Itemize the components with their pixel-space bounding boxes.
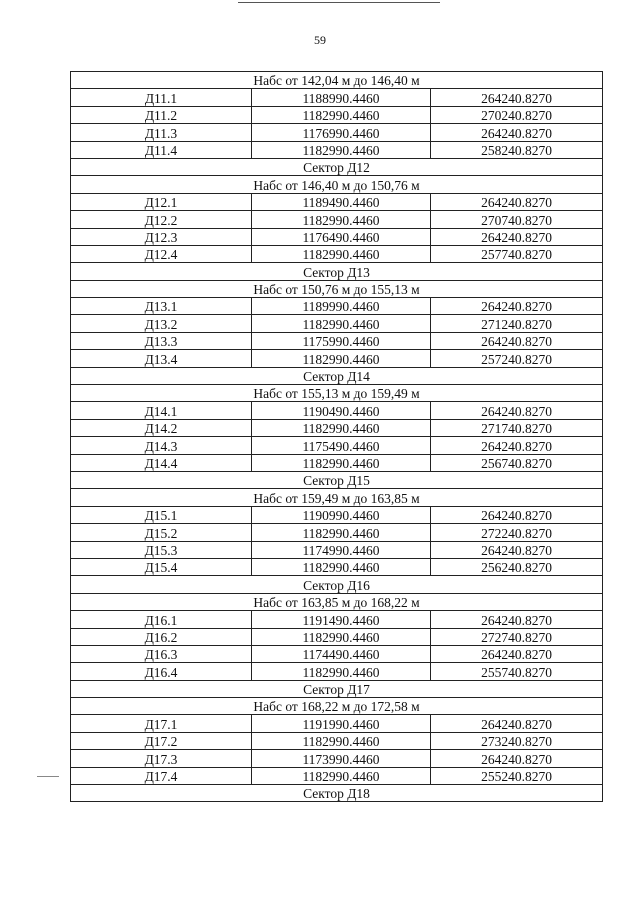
table-row (71, 124, 603, 141)
y-coordinate-cell: 264240.8270 (431, 645, 603, 662)
y-coordinate-cell: 273240.8270 (431, 732, 603, 749)
y-coordinate-cell: 256240.8270 (431, 558, 603, 575)
section-title: Набс от 155,13 м до 159,49 м (71, 385, 603, 402)
x-coordinate-cell: 1182990.4460 (252, 628, 431, 645)
table-row (71, 402, 603, 419)
x-coordinate-cell: 1175990.4460 (252, 332, 431, 349)
section-title-row (71, 176, 603, 193)
table-row (71, 732, 603, 749)
x-coordinate-cell: 1182990.4460 (252, 245, 431, 262)
y-coordinate-cell: 264240.8270 (431, 332, 603, 349)
y-coordinate-cell: 271240.8270 (431, 315, 603, 332)
point-id-cell: Д13.3 (71, 332, 252, 349)
table-row (71, 298, 603, 315)
table-row (71, 106, 603, 123)
point-id-cell: Д14.1 (71, 402, 252, 419)
point-id-cell: Д13.4 (71, 350, 252, 367)
x-coordinate-cell: 1182990.4460 (252, 350, 431, 367)
point-id-cell: Д11.1 (71, 89, 252, 106)
section-title-row (71, 385, 603, 402)
y-coordinate-cell: 264240.8270 (431, 437, 603, 454)
table-row (71, 211, 603, 228)
top-scan-rule (238, 2, 440, 3)
section-title: Набс от 159,49 м до 163,85 м (71, 489, 603, 506)
x-coordinate-cell: 1182990.4460 (252, 524, 431, 541)
table-row (71, 663, 603, 680)
point-id-cell: Д12.2 (71, 211, 252, 228)
x-coordinate-cell: 1182990.4460 (252, 558, 431, 575)
table-row (71, 419, 603, 436)
y-coordinate-cell: 264240.8270 (431, 124, 603, 141)
y-coordinate-cell: 264240.8270 (431, 193, 603, 210)
section-title-row (71, 489, 603, 506)
y-coordinate-cell: 257240.8270 (431, 350, 603, 367)
y-coordinate-cell: 264240.8270 (431, 541, 603, 558)
y-coordinate-cell: 255740.8270 (431, 663, 603, 680)
y-coordinate-cell: 264240.8270 (431, 715, 603, 732)
point-id-cell: Д17.4 (71, 767, 252, 784)
section-title: Набс от 142,04 м до 146,40 м (71, 72, 603, 89)
point-id-cell: Д13.1 (71, 298, 252, 315)
table-row (71, 454, 603, 471)
x-coordinate-cell: 1176490.4460 (252, 228, 431, 245)
x-coordinate-cell: 1191990.4460 (252, 715, 431, 732)
y-coordinate-cell: 264240.8270 (431, 298, 603, 315)
section-title: Сектор Д12 (71, 158, 603, 175)
point-id-cell: Д16.2 (71, 628, 252, 645)
section-title: Набс от 168,22 м до 172,58 м (71, 698, 603, 715)
point-id-cell: Д16.1 (71, 611, 252, 628)
section-title: Сектор Д18 (71, 785, 603, 802)
table-row (71, 228, 603, 245)
section-title-row (71, 471, 603, 488)
section-title-row (71, 263, 603, 280)
point-id-cell: Д15.1 (71, 506, 252, 523)
table-row (71, 89, 603, 106)
table-row (71, 558, 603, 575)
table-row (71, 767, 603, 784)
point-id-cell: Д17.3 (71, 750, 252, 767)
section-title-row (71, 72, 603, 89)
y-coordinate-cell: 264240.8270 (431, 402, 603, 419)
y-coordinate-cell: 264240.8270 (431, 228, 603, 245)
section-title-row (71, 280, 603, 297)
coordinates-table-body (71, 72, 603, 802)
point-id-cell: Д14.3 (71, 437, 252, 454)
page-number: 59 (314, 33, 326, 47)
point-id-cell: Д15.4 (71, 558, 252, 575)
section-title-row (71, 158, 603, 175)
y-coordinate-cell: 272740.8270 (431, 628, 603, 645)
table-row (71, 437, 603, 454)
point-id-cell: Д16.4 (71, 663, 252, 680)
x-coordinate-cell: 1190490.4460 (252, 402, 431, 419)
x-coordinate-cell: 1182990.4460 (252, 767, 431, 784)
point-id-cell: Д11.3 (71, 124, 252, 141)
table-row (71, 750, 603, 767)
x-coordinate-cell: 1189490.4460 (252, 193, 431, 210)
x-coordinate-cell: 1182990.4460 (252, 732, 431, 749)
table-row (71, 541, 603, 558)
y-coordinate-cell: 264240.8270 (431, 611, 603, 628)
point-id-cell: Д14.4 (71, 454, 252, 471)
point-id-cell: Д11.4 (71, 141, 252, 158)
point-id-cell: Д12.4 (71, 245, 252, 262)
x-coordinate-cell: 1182990.4460 (252, 419, 431, 436)
point-id-cell: Д17.2 (71, 732, 252, 749)
section-title-row (71, 367, 603, 384)
x-coordinate-cell: 1189990.4460 (252, 298, 431, 315)
table-row (71, 245, 603, 262)
table-row (71, 524, 603, 541)
section-title: Сектор Д17 (71, 680, 603, 697)
section-title-row (71, 680, 603, 697)
y-coordinate-cell: 272240.8270 (431, 524, 603, 541)
section-title: Сектор Д15 (71, 471, 603, 488)
y-coordinate-cell: 256740.8270 (431, 454, 603, 471)
y-coordinate-cell: 257740.8270 (431, 245, 603, 262)
x-coordinate-cell: 1190990.4460 (252, 506, 431, 523)
x-coordinate-cell: 1188990.4460 (252, 89, 431, 106)
point-id-cell: Д16.3 (71, 645, 252, 662)
x-coordinate-cell: 1182990.4460 (252, 141, 431, 158)
section-title-row (71, 698, 603, 715)
table-row (71, 193, 603, 210)
point-id-cell: Д14.2 (71, 419, 252, 436)
x-coordinate-cell: 1174490.4460 (252, 645, 431, 662)
table-row (71, 350, 603, 367)
margin-mark (37, 776, 59, 777)
table-row (71, 645, 603, 662)
section-title-row (71, 593, 603, 610)
point-id-cell: Д12.3 (71, 228, 252, 245)
x-coordinate-cell: 1182990.4460 (252, 106, 431, 123)
section-title-row (71, 785, 603, 802)
x-coordinate-cell: 1191490.4460 (252, 611, 431, 628)
table-row (71, 715, 603, 732)
y-coordinate-cell: 271740.8270 (431, 419, 603, 436)
section-title: Набс от 146,40 м до 150,76 м (71, 176, 603, 193)
table-row (71, 628, 603, 645)
table-row (71, 611, 603, 628)
point-id-cell: Д12.1 (71, 193, 252, 210)
table-row (71, 141, 603, 158)
section-title: Сектор Д14 (71, 367, 603, 384)
table-row (71, 315, 603, 332)
y-coordinate-cell: 255240.8270 (431, 767, 603, 784)
y-coordinate-cell: 270740.8270 (431, 211, 603, 228)
y-coordinate-cell: 264240.8270 (431, 750, 603, 767)
section-title: Набс от 163,85 м до 168,22 м (71, 593, 603, 610)
section-title: Набс от 150,76 м до 155,13 м (71, 280, 603, 297)
x-coordinate-cell: 1182990.4460 (252, 663, 431, 680)
point-id-cell: Д15.3 (71, 541, 252, 558)
x-coordinate-cell: 1182990.4460 (252, 315, 431, 332)
x-coordinate-cell: 1175490.4460 (252, 437, 431, 454)
y-coordinate-cell: 258240.8270 (431, 141, 603, 158)
point-id-cell: Д11.2 (71, 106, 252, 123)
section-title: Сектор Д16 (71, 576, 603, 593)
x-coordinate-cell: 1182990.4460 (252, 211, 431, 228)
y-coordinate-cell: 264240.8270 (431, 506, 603, 523)
x-coordinate-cell: 1176990.4460 (252, 124, 431, 141)
x-coordinate-cell: 1173990.4460 (252, 750, 431, 767)
section-title: Сектор Д13 (71, 263, 603, 280)
point-id-cell: Д13.2 (71, 315, 252, 332)
y-coordinate-cell: 264240.8270 (431, 89, 603, 106)
x-coordinate-cell: 1182990.4460 (252, 454, 431, 471)
x-coordinate-cell: 1174990.4460 (252, 541, 431, 558)
point-id-cell: Д17.1 (71, 715, 252, 732)
coordinates-table (70, 71, 603, 802)
point-id-cell: Д15.2 (71, 524, 252, 541)
table-row (71, 506, 603, 523)
table-row (71, 332, 603, 349)
y-coordinate-cell: 270240.8270 (431, 106, 603, 123)
section-title-row (71, 576, 603, 593)
